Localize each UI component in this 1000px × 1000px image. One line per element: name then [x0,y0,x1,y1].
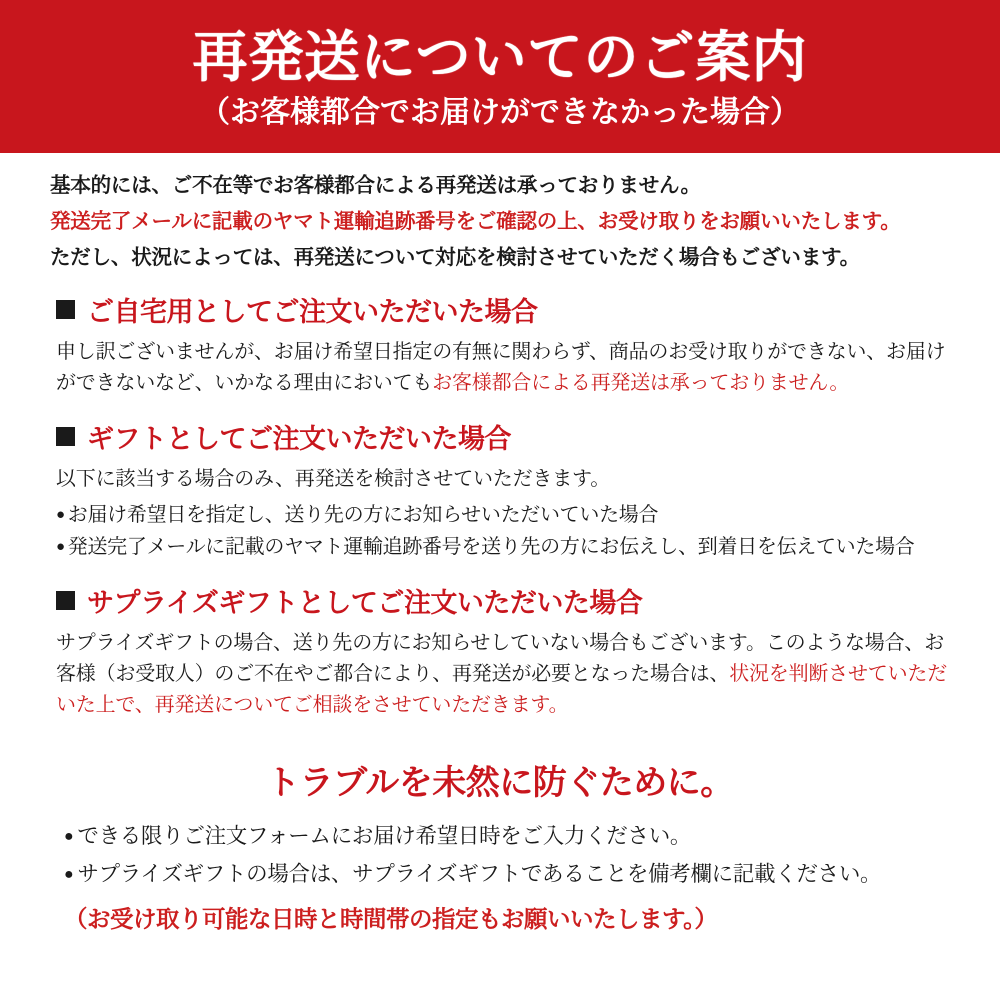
list-item: ● サプライズギフトの場合は、サプライズギフトであることを備考欄に記載ください。 [64,856,950,894]
section-heading [50,581,950,620]
section-body [50,337,950,399]
section-body-black: 申し訳ございませんが、お届け希望日指定の有無に関わらず、商品のお受け取りができない、お届けができないなど、いかなる理由においても [56,341,946,395]
banner-title: 再発送についてのご案内 [192,26,808,88]
list-item: ● できる限りご注文フォームにお届け希望日時をご入力ください。 [64,818,950,856]
section-surprise-gift [50,581,950,721]
section-body [50,464,950,495]
list-item: ● お届け希望日を指定し、送り先の方にお知らせいただいていた場合 [56,499,950,531]
section-heading [50,417,950,456]
square-bullet-icon [56,300,75,319]
section-body-red: お客様都合による再発送は承っておりません。 [432,372,850,395]
intro-line-2: 発送完了メールに記載のヤマト運輸追跡番号をご確認の上、お受け取りをお願いいたします。 [50,209,901,233]
header-banner [0,0,1000,153]
section-home-use [50,290,950,399]
intro-line-3: ただし、状況によっては、再発送について対応を検討させていただく場合もございます。 [50,245,860,269]
section-heading-label: ギフトとしてご注文いただいた場合 [87,424,511,455]
square-bullet-icon [56,591,75,610]
footer-title: トラブルを未然に防ぐために。 [266,764,734,803]
intro-block [50,171,950,272]
section-bullet-list [50,499,950,563]
footer-block [50,755,950,933]
footer-list [50,818,950,893]
section-heading [50,290,950,329]
intro-line-1: 基本的には、ご不在等でお客様都合による再発送は承っておりません。 [50,174,701,198]
section-heading-label: サプライズギフトとしてご注文いただいた場合 [87,588,643,619]
section-heading-label: ご自宅用としてご注文いただいた場合 [87,297,538,328]
square-bullet-icon [56,427,75,446]
section-body-black: サプライズギフトの場合、送り先の方にお知らせしていない場合もございます。このような場合、お客様（お受取人）のご不在やご都合により、再発送が必要となった場合は、 [56,632,944,686]
footer-note: （お受け取り可能な日時と時間帯の指定もお願いいたします。） [64,905,718,932]
section-body [50,628,950,721]
section-body-red: 状況を判断させていただいた上で、再発送についてご相談をさせていただきます。 [56,663,948,717]
section-gift [50,417,950,563]
section-body-black: 以下に該当する場合のみ、再発送を検討させていただきます。 [56,468,610,491]
banner-subtitle: （お客様都合でお届けができなかった場合） [200,96,800,130]
document-content [0,153,1000,933]
list-item: ● 発送完了メールに記載のヤマト運輸追跡番号を送り先の方にお伝えし、到着日を伝えていた場合 [56,531,950,563]
